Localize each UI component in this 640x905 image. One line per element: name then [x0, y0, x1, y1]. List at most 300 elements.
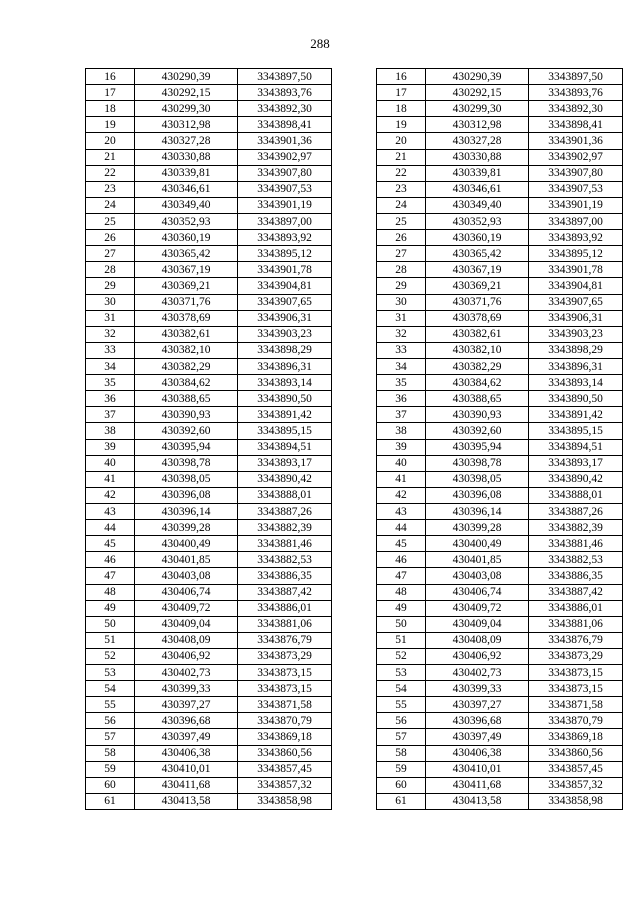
table-row [377, 294, 623, 310]
x-coordinate-cell: 430312,98 [135, 117, 238, 133]
table-row [86, 568, 332, 584]
point-number-cell: 59 [86, 761, 135, 777]
table-row [86, 358, 332, 374]
table-row [377, 536, 623, 552]
point-number-cell: 34 [86, 358, 135, 374]
y-coordinate-cell: 3343886,35 [529, 568, 623, 584]
point-number-cell: 25 [86, 213, 135, 229]
point-number-cell: 17 [377, 85, 426, 101]
point-number-cell: 20 [377, 133, 426, 149]
y-coordinate-cell: 3343895,12 [529, 246, 623, 262]
table-row [377, 310, 623, 326]
point-number-cell: 43 [86, 503, 135, 519]
y-coordinate-cell: 3343897,50 [238, 69, 332, 85]
point-number-cell: 58 [377, 745, 426, 761]
table-row [86, 632, 332, 648]
x-coordinate-cell: 430397,49 [426, 729, 529, 745]
point-number-cell: 49 [377, 600, 426, 616]
y-coordinate-cell: 3343881,06 [529, 616, 623, 632]
table-row [86, 648, 332, 664]
point-number-cell: 35 [377, 375, 426, 391]
x-coordinate-cell: 430411,68 [135, 777, 238, 793]
table-row [377, 278, 623, 294]
x-coordinate-cell: 430403,08 [426, 568, 529, 584]
y-coordinate-cell: 3343896,31 [529, 358, 623, 374]
x-coordinate-cell: 430360,19 [426, 230, 529, 246]
x-coordinate-cell: 430292,15 [135, 85, 238, 101]
point-number-cell: 20 [86, 133, 135, 149]
point-number-cell: 58 [86, 745, 135, 761]
table-row [86, 149, 332, 165]
point-number-cell: 51 [86, 632, 135, 648]
point-number-cell: 17 [86, 85, 135, 101]
x-coordinate-cell: 430384,62 [135, 375, 238, 391]
point-number-cell: 29 [86, 278, 135, 294]
table-row [377, 391, 623, 407]
y-coordinate-cell: 3343898,41 [529, 117, 623, 133]
table-row [377, 665, 623, 681]
y-coordinate-cell: 3343881,06 [238, 616, 332, 632]
table-row [377, 745, 623, 761]
table-row [86, 117, 332, 133]
point-number-cell: 44 [377, 520, 426, 536]
x-coordinate-cell: 430406,38 [426, 745, 529, 761]
point-number-cell: 47 [86, 568, 135, 584]
x-coordinate-cell: 430409,72 [426, 600, 529, 616]
point-number-cell: 61 [86, 793, 135, 809]
table-row [377, 584, 623, 600]
y-coordinate-cell: 3343901,36 [529, 133, 623, 149]
table-row [377, 793, 623, 809]
x-coordinate-cell: 430382,10 [426, 342, 529, 358]
y-coordinate-cell: 3343892,30 [238, 101, 332, 117]
point-number-cell: 42 [377, 487, 426, 503]
point-number-cell: 39 [86, 439, 135, 455]
point-number-cell: 26 [86, 230, 135, 246]
table-row [86, 745, 332, 761]
point-number-cell: 57 [377, 729, 426, 745]
x-coordinate-cell: 430346,61 [426, 181, 529, 197]
x-coordinate-cell: 430396,14 [426, 503, 529, 519]
y-coordinate-cell: 3343893,14 [529, 375, 623, 391]
x-coordinate-cell: 430399,33 [426, 681, 529, 697]
x-coordinate-cell: 430397,49 [135, 729, 238, 745]
y-coordinate-cell: 3343882,39 [529, 520, 623, 536]
x-coordinate-cell: 430396,14 [135, 503, 238, 519]
point-number-cell: 27 [86, 246, 135, 262]
coordinates-table-right [376, 68, 623, 810]
x-coordinate-cell: 430402,73 [426, 665, 529, 681]
table-row [377, 503, 623, 519]
y-coordinate-cell: 3343870,79 [529, 713, 623, 729]
table-row [377, 133, 623, 149]
table-row [86, 455, 332, 471]
table-row [377, 262, 623, 278]
table-row [86, 246, 332, 262]
y-coordinate-cell: 3343888,01 [529, 487, 623, 503]
table-row [377, 761, 623, 777]
y-coordinate-cell: 3343901,19 [238, 197, 332, 213]
x-coordinate-cell: 430349,40 [426, 197, 529, 213]
point-number-cell: 57 [86, 729, 135, 745]
x-coordinate-cell: 430400,49 [135, 536, 238, 552]
point-number-cell: 50 [377, 616, 426, 632]
table-row [86, 230, 332, 246]
y-coordinate-cell: 3343901,19 [529, 197, 623, 213]
point-number-cell: 19 [86, 117, 135, 133]
x-coordinate-cell: 430398,05 [426, 471, 529, 487]
point-number-cell: 48 [377, 584, 426, 600]
point-number-cell: 32 [86, 326, 135, 342]
y-coordinate-cell: 3343906,31 [238, 310, 332, 326]
table-row [377, 455, 623, 471]
y-coordinate-cell: 3343895,12 [238, 246, 332, 262]
x-coordinate-cell: 430397,27 [426, 697, 529, 713]
point-number-cell: 54 [377, 681, 426, 697]
y-coordinate-cell: 3343860,56 [238, 745, 332, 761]
x-coordinate-cell: 430367,19 [426, 262, 529, 278]
table-row [377, 342, 623, 358]
point-number-cell: 46 [377, 552, 426, 568]
x-coordinate-cell: 430382,61 [426, 326, 529, 342]
y-coordinate-cell: 3343907,80 [529, 165, 623, 181]
y-coordinate-cell: 3343881,46 [529, 536, 623, 552]
point-number-cell: 22 [377, 165, 426, 181]
y-coordinate-cell: 3343907,80 [238, 165, 332, 181]
x-coordinate-cell: 430392,60 [426, 423, 529, 439]
table-row [86, 278, 332, 294]
table-row [377, 407, 623, 423]
x-coordinate-cell: 430388,65 [426, 391, 529, 407]
x-coordinate-cell: 430392,60 [135, 423, 238, 439]
x-coordinate-cell: 430406,38 [135, 745, 238, 761]
y-coordinate-cell: 3343876,79 [238, 632, 332, 648]
y-coordinate-cell: 3343873,15 [238, 665, 332, 681]
table-row [377, 149, 623, 165]
table-row [377, 681, 623, 697]
x-coordinate-cell: 430396,08 [426, 487, 529, 503]
point-number-cell: 24 [86, 197, 135, 213]
point-number-cell: 28 [377, 262, 426, 278]
point-number-cell: 56 [377, 713, 426, 729]
x-coordinate-cell: 430406,92 [426, 648, 529, 664]
point-number-cell: 36 [86, 391, 135, 407]
x-coordinate-cell: 430382,10 [135, 342, 238, 358]
y-coordinate-cell: 3343887,42 [238, 584, 332, 600]
y-coordinate-cell: 3343901,36 [238, 133, 332, 149]
y-coordinate-cell: 3343857,32 [238, 777, 332, 793]
table-row [377, 568, 623, 584]
y-coordinate-cell: 3343857,45 [238, 761, 332, 777]
table-row [377, 777, 623, 793]
y-coordinate-cell: 3343887,26 [529, 503, 623, 519]
point-number-cell: 38 [377, 423, 426, 439]
y-coordinate-cell: 3343858,98 [238, 793, 332, 809]
x-coordinate-cell: 430410,01 [135, 761, 238, 777]
table-row [377, 358, 623, 374]
point-number-cell: 18 [86, 101, 135, 117]
table-row [86, 520, 332, 536]
table-row [86, 761, 332, 777]
x-coordinate-cell: 430401,85 [135, 552, 238, 568]
y-coordinate-cell: 3343890,50 [238, 391, 332, 407]
table-row [86, 213, 332, 229]
point-number-cell: 41 [377, 471, 426, 487]
y-coordinate-cell: 3343869,18 [238, 729, 332, 745]
x-coordinate-cell: 430397,27 [135, 697, 238, 713]
table-row [86, 439, 332, 455]
point-number-cell: 27 [377, 246, 426, 262]
y-coordinate-cell: 3343886,01 [238, 600, 332, 616]
x-coordinate-cell: 430312,98 [426, 117, 529, 133]
x-coordinate-cell: 430365,42 [135, 246, 238, 262]
x-coordinate-cell: 430402,73 [135, 665, 238, 681]
x-coordinate-cell: 430390,93 [426, 407, 529, 423]
point-number-cell: 44 [86, 520, 135, 536]
table-row [377, 375, 623, 391]
point-number-cell: 51 [377, 632, 426, 648]
x-coordinate-cell: 430399,28 [135, 520, 238, 536]
x-coordinate-cell: 430411,68 [426, 777, 529, 793]
point-number-cell: 37 [86, 407, 135, 423]
y-coordinate-cell: 3343902,97 [529, 149, 623, 165]
table-row [86, 584, 332, 600]
point-number-cell: 38 [86, 423, 135, 439]
y-coordinate-cell: 3343895,15 [529, 423, 623, 439]
x-coordinate-cell: 430403,08 [135, 568, 238, 584]
x-coordinate-cell: 430371,76 [426, 294, 529, 310]
point-number-cell: 30 [377, 294, 426, 310]
table-row [86, 616, 332, 632]
x-coordinate-cell: 430292,15 [426, 85, 529, 101]
x-coordinate-cell: 430339,81 [135, 165, 238, 181]
y-coordinate-cell: 3343873,15 [529, 681, 623, 697]
table-row [86, 552, 332, 568]
y-coordinate-cell: 3343901,78 [238, 262, 332, 278]
y-coordinate-cell: 3343892,30 [529, 101, 623, 117]
table-row [377, 471, 623, 487]
point-number-cell: 42 [86, 487, 135, 503]
x-coordinate-cell: 430406,74 [426, 584, 529, 600]
x-coordinate-cell: 430408,09 [426, 632, 529, 648]
table-row [377, 213, 623, 229]
x-coordinate-cell: 430396,68 [135, 713, 238, 729]
point-number-cell: 16 [86, 69, 135, 85]
y-coordinate-cell: 3343881,46 [238, 536, 332, 552]
y-coordinate-cell: 3343858,98 [529, 793, 623, 809]
point-number-cell: 16 [377, 69, 426, 85]
table-row [86, 294, 332, 310]
x-coordinate-cell: 430401,85 [426, 552, 529, 568]
x-coordinate-cell: 430378,69 [135, 310, 238, 326]
table-row [86, 391, 332, 407]
x-coordinate-cell: 430382,61 [135, 326, 238, 342]
y-coordinate-cell: 3343896,31 [238, 358, 332, 374]
point-number-cell: 35 [86, 375, 135, 391]
coordinates-table-left [85, 68, 332, 810]
point-number-cell: 45 [377, 536, 426, 552]
point-number-cell: 56 [86, 713, 135, 729]
point-number-cell: 37 [377, 407, 426, 423]
point-number-cell: 52 [86, 648, 135, 664]
point-number-cell: 40 [86, 455, 135, 471]
point-number-cell: 60 [86, 777, 135, 793]
table-row [86, 600, 332, 616]
table-row [377, 713, 623, 729]
point-number-cell: 36 [377, 391, 426, 407]
point-number-cell: 34 [377, 358, 426, 374]
y-coordinate-cell: 3343906,31 [529, 310, 623, 326]
y-coordinate-cell: 3343904,81 [238, 278, 332, 294]
y-coordinate-cell: 3343886,01 [529, 600, 623, 616]
x-coordinate-cell: 430346,61 [135, 181, 238, 197]
point-number-cell: 33 [86, 342, 135, 358]
table-row [86, 165, 332, 181]
point-number-cell: 23 [86, 181, 135, 197]
x-coordinate-cell: 430413,58 [135, 793, 238, 809]
table-row [86, 793, 332, 809]
x-coordinate-cell: 430409,04 [426, 616, 529, 632]
y-coordinate-cell: 3343895,15 [238, 423, 332, 439]
y-coordinate-cell: 3343869,18 [529, 729, 623, 745]
y-coordinate-cell: 3343887,26 [238, 503, 332, 519]
y-coordinate-cell: 3343898,29 [529, 342, 623, 358]
point-number-cell: 46 [86, 552, 135, 568]
y-coordinate-cell: 3343903,23 [529, 326, 623, 342]
table-row [377, 423, 623, 439]
table-row [377, 230, 623, 246]
point-number-cell: 21 [86, 149, 135, 165]
x-coordinate-cell: 430398,78 [426, 455, 529, 471]
x-coordinate-cell: 430390,93 [135, 407, 238, 423]
y-coordinate-cell: 3343893,76 [238, 85, 332, 101]
y-coordinate-cell: 3343903,23 [238, 326, 332, 342]
table-row [86, 375, 332, 391]
y-coordinate-cell: 3343898,29 [238, 342, 332, 358]
y-coordinate-cell: 3343873,15 [238, 681, 332, 697]
y-coordinate-cell: 3343893,14 [238, 375, 332, 391]
x-coordinate-cell: 430398,05 [135, 471, 238, 487]
x-coordinate-cell: 430371,76 [135, 294, 238, 310]
y-coordinate-cell: 3343857,32 [529, 777, 623, 793]
table-row [86, 777, 332, 793]
table-row [86, 697, 332, 713]
table-row [86, 407, 332, 423]
point-number-cell: 23 [377, 181, 426, 197]
table-row [377, 197, 623, 213]
y-coordinate-cell: 3343907,53 [238, 181, 332, 197]
table-row [377, 648, 623, 664]
y-coordinate-cell: 3343870,79 [238, 713, 332, 729]
y-coordinate-cell: 3343886,35 [238, 568, 332, 584]
y-coordinate-cell: 3343882,53 [238, 552, 332, 568]
table-row [377, 520, 623, 536]
point-number-cell: 18 [377, 101, 426, 117]
x-coordinate-cell: 430400,49 [426, 536, 529, 552]
table-row [377, 69, 623, 85]
point-number-cell: 39 [377, 439, 426, 455]
table-row [86, 487, 332, 503]
y-coordinate-cell: 3343887,42 [529, 584, 623, 600]
table-row [86, 85, 332, 101]
point-number-cell: 40 [377, 455, 426, 471]
x-coordinate-cell: 430395,94 [135, 439, 238, 455]
table-row [377, 165, 623, 181]
x-coordinate-cell: 430327,28 [135, 133, 238, 149]
x-coordinate-cell: 430330,88 [426, 149, 529, 165]
y-coordinate-cell: 3343876,79 [529, 632, 623, 648]
table-row [86, 471, 332, 487]
x-coordinate-cell: 430360,19 [135, 230, 238, 246]
point-number-cell: 55 [377, 697, 426, 713]
y-coordinate-cell: 3343873,29 [529, 648, 623, 664]
x-coordinate-cell: 430396,68 [426, 713, 529, 729]
y-coordinate-cell: 3343873,15 [529, 665, 623, 681]
table-row [377, 487, 623, 503]
y-coordinate-cell: 3343901,78 [529, 262, 623, 278]
y-coordinate-cell: 3343893,92 [238, 230, 332, 246]
y-coordinate-cell: 3343860,56 [529, 745, 623, 761]
y-coordinate-cell: 3343890,50 [529, 391, 623, 407]
point-number-cell: 47 [377, 568, 426, 584]
x-coordinate-cell: 430413,58 [426, 793, 529, 809]
x-coordinate-cell: 430382,29 [135, 358, 238, 374]
x-coordinate-cell: 430406,74 [135, 584, 238, 600]
x-coordinate-cell: 430367,19 [135, 262, 238, 278]
point-number-cell: 25 [377, 213, 426, 229]
y-coordinate-cell: 3343897,00 [529, 213, 623, 229]
table-row [377, 326, 623, 342]
table-body-right [377, 69, 623, 810]
y-coordinate-cell: 3343891,42 [238, 407, 332, 423]
table-row [377, 697, 623, 713]
y-coordinate-cell: 3343873,29 [238, 648, 332, 664]
x-coordinate-cell: 430409,04 [135, 616, 238, 632]
x-coordinate-cell: 430382,29 [426, 358, 529, 374]
point-number-cell: 21 [377, 149, 426, 165]
y-coordinate-cell: 3343907,65 [529, 294, 623, 310]
point-number-cell: 49 [86, 600, 135, 616]
x-coordinate-cell: 430339,81 [426, 165, 529, 181]
x-coordinate-cell: 430410,01 [426, 761, 529, 777]
table-row [86, 503, 332, 519]
x-coordinate-cell: 430399,28 [426, 520, 529, 536]
table-row [86, 681, 332, 697]
y-coordinate-cell: 3343897,50 [529, 69, 623, 85]
x-coordinate-cell: 430408,09 [135, 632, 238, 648]
x-coordinate-cell: 430349,40 [135, 197, 238, 213]
page-number: 288 [310, 36, 330, 51]
point-number-cell: 43 [377, 503, 426, 519]
x-coordinate-cell: 430290,39 [426, 69, 529, 85]
y-coordinate-cell: 3343882,53 [529, 552, 623, 568]
table-row [377, 600, 623, 616]
y-coordinate-cell: 3343904,81 [529, 278, 623, 294]
x-coordinate-cell: 430299,30 [426, 101, 529, 117]
y-coordinate-cell: 3343891,42 [529, 407, 623, 423]
table-row [86, 133, 332, 149]
y-coordinate-cell: 3343888,01 [238, 487, 332, 503]
point-number-cell: 60 [377, 777, 426, 793]
y-coordinate-cell: 3343893,76 [529, 85, 623, 101]
y-coordinate-cell: 3343893,17 [529, 455, 623, 471]
table-row [86, 536, 332, 552]
point-number-cell: 32 [377, 326, 426, 342]
point-number-cell: 33 [377, 342, 426, 358]
y-coordinate-cell: 3343898,41 [238, 117, 332, 133]
x-coordinate-cell: 430290,39 [135, 69, 238, 85]
point-number-cell: 52 [377, 648, 426, 664]
